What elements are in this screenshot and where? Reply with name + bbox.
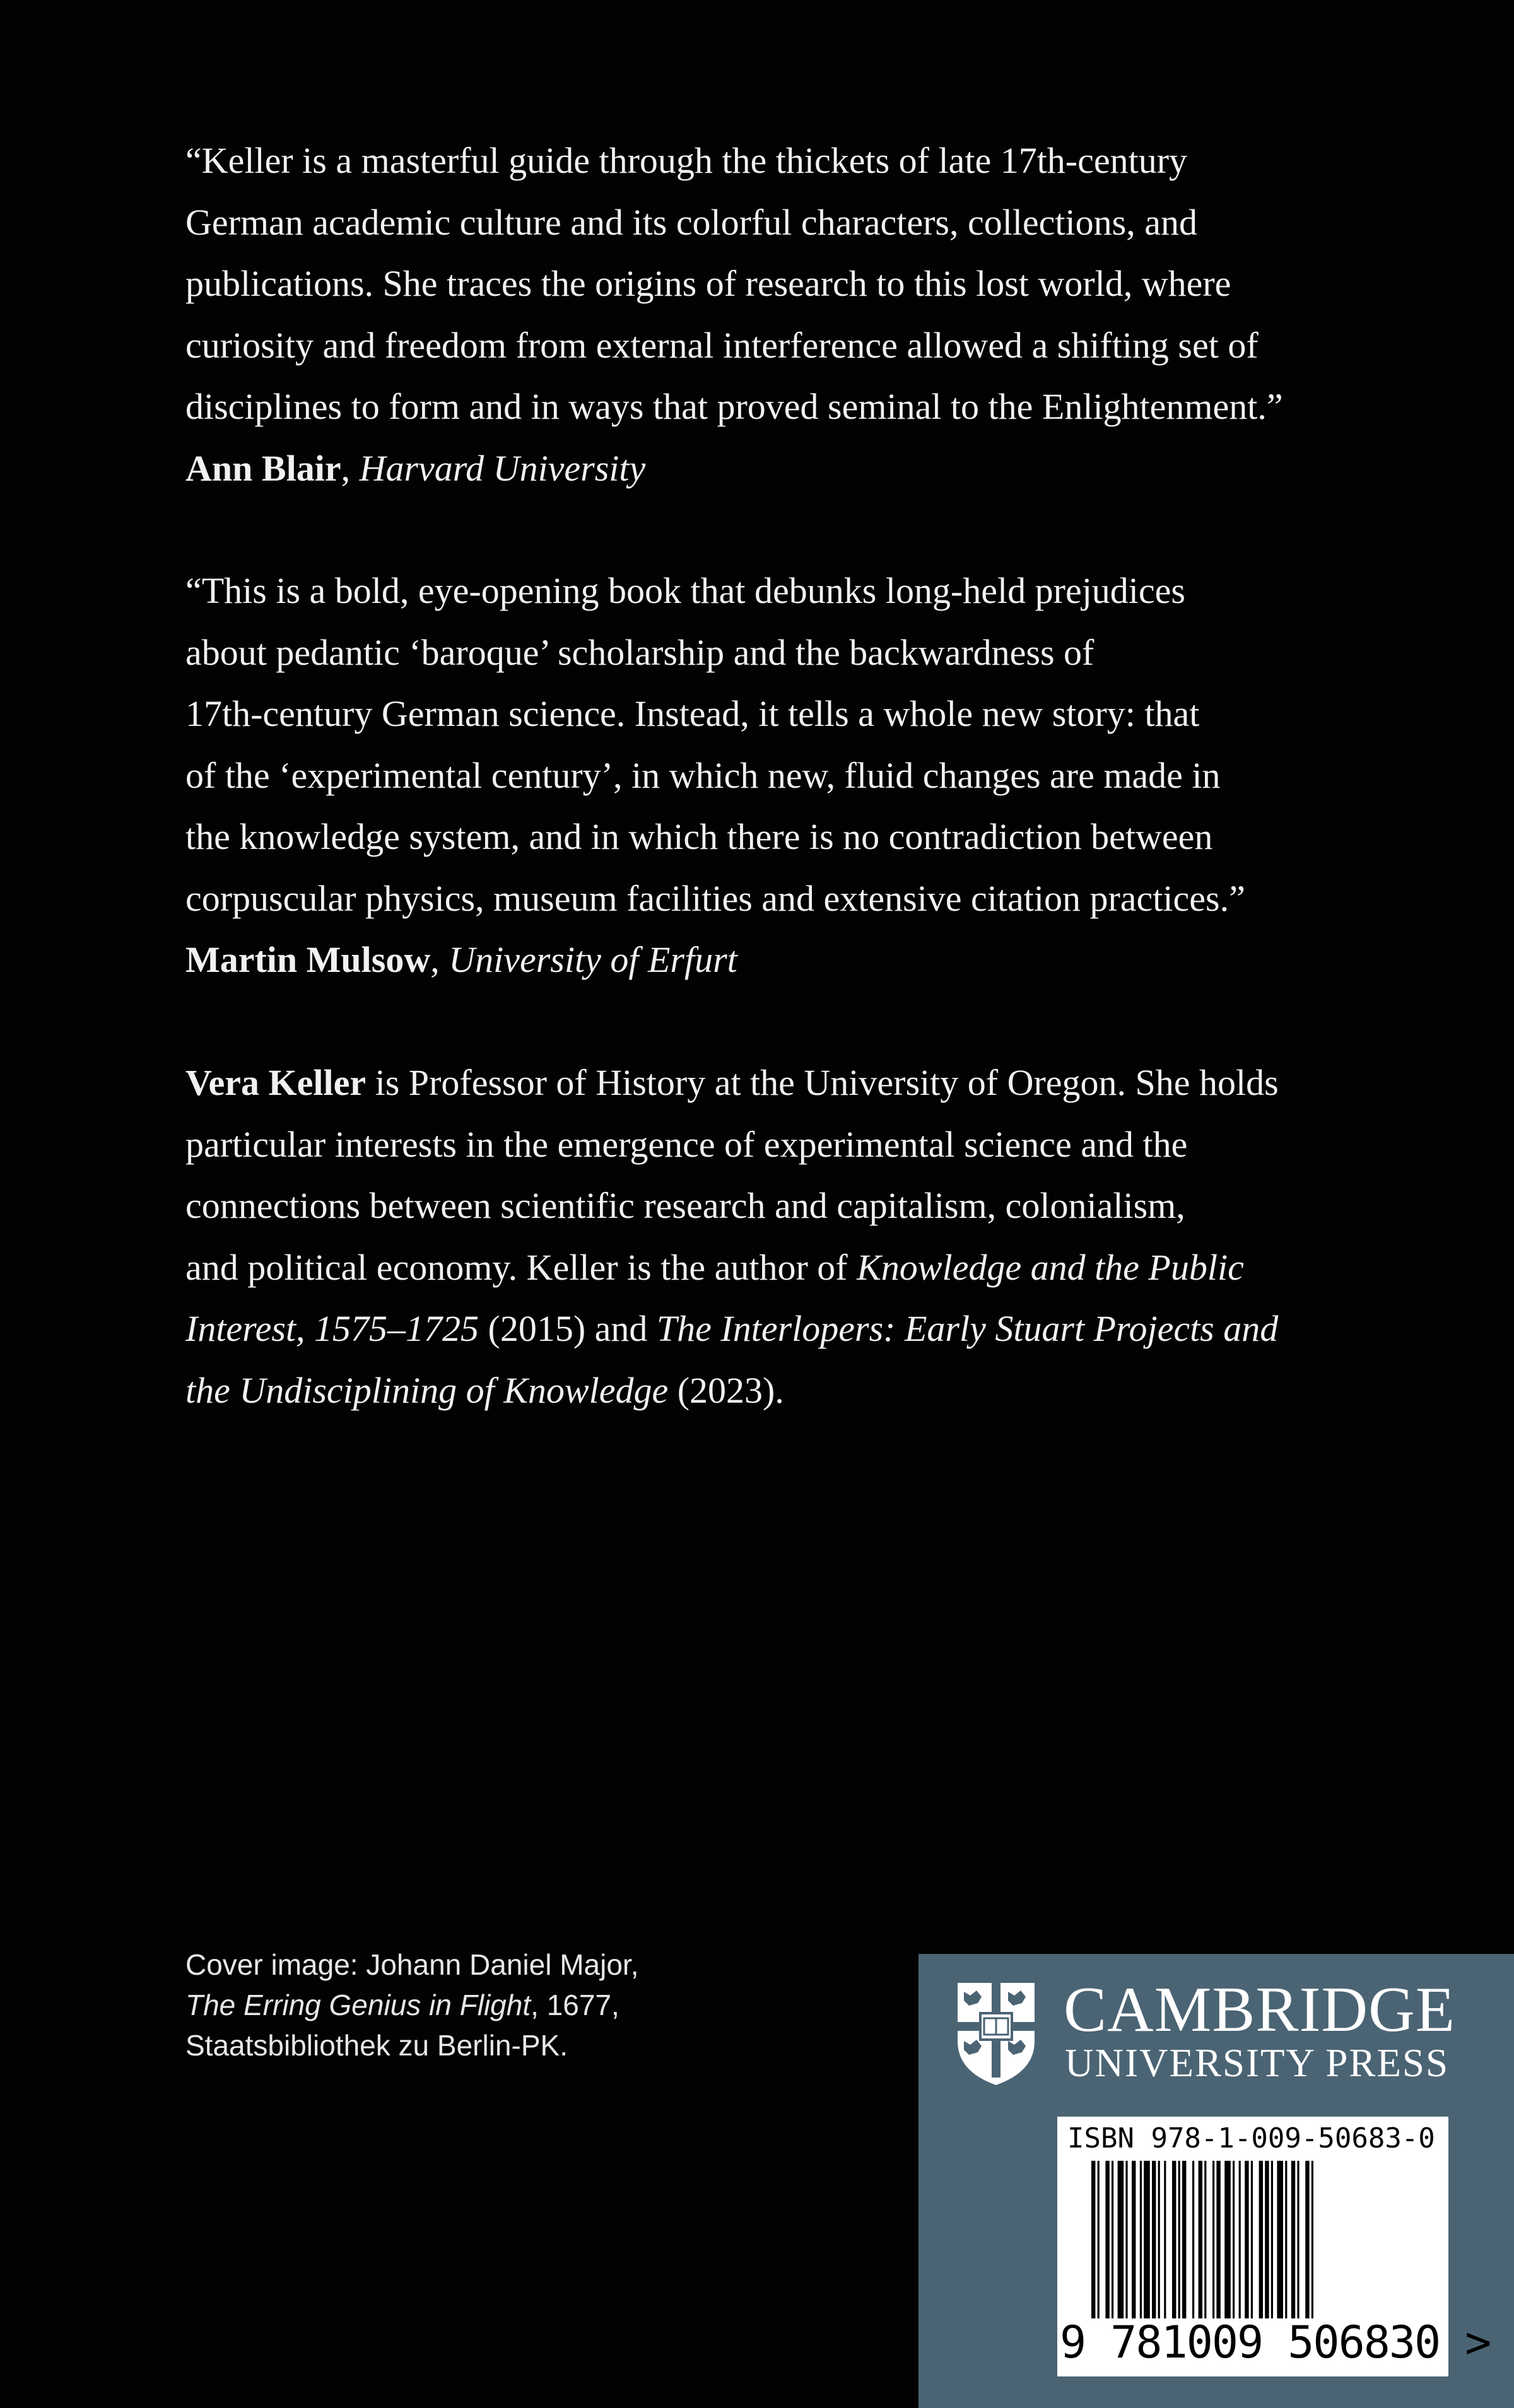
quote-2-line: about pedantic ‘baroque’ scholarship and the backwardness of <box>185 631 1094 673</box>
credit-line-2 <box>185 1985 753 2025</box>
barcode-bar <box>1140 2161 1142 2318</box>
author-name: Vera Keller <box>185 1062 367 1103</box>
bio-line-2: particular interests in the emergence of experimental science and the <box>185 1123 1188 1165</box>
quote-2-line: 17th-century German science. Instead, it tells a whole new story: that <box>185 693 1200 734</box>
quote-1-line: German academic culture and its colorful characters, collections, and <box>185 201 1197 243</box>
quote-1-line: disciplines to form and in ways that proved seminal to the Enlightenment.” <box>185 386 1283 427</box>
barcode-bar <box>1098 2161 1100 2318</box>
quote-2-line: “This is a bold, eye-opening book that debunks long-held prejudices <box>185 570 1185 611</box>
publisher-panel <box>918 1954 1514 2408</box>
barcode-bars-icon <box>1066 2161 1442 2318</box>
bio-line <box>185 1237 1384 1299</box>
book-title-1: Knowledge and the Public <box>857 1246 1244 1288</box>
barcode-bar <box>1265 2161 1269 2318</box>
credit-year: , 1677, <box>531 1989 619 2021</box>
publisher-subtitle: UNIVERSITY PRESS <box>1065 2041 1449 2085</box>
book-title-1-cont: Interest, 1575–1725 <box>185 1308 479 1349</box>
barcode-bar <box>1192 2161 1194 2318</box>
quote-ann-blair <box>185 130 1384 499</box>
barcode-bar <box>1152 2161 1156 2318</box>
quote-2-line: the knowledge system, and in which there is no contradiction between <box>185 816 1213 857</box>
barcode-bar <box>1312 2161 1313 2318</box>
barcode-bar <box>1277 2161 1283 2318</box>
quote-2-affiliation: University of Erfurt <box>449 939 737 980</box>
quote-2-line: of the ‘experimental century’, in which new, fluid changes are made in <box>185 754 1221 796</box>
barcode-bar <box>1164 2161 1166 2318</box>
barcode-bar <box>1112 2161 1113 2318</box>
cambridge-crest-icon <box>955 1980 1037 2086</box>
bio-line <box>185 1360 1384 1422</box>
bio-end: (2023). <box>668 1369 784 1411</box>
quote-1-affiliation: Harvard University <box>359 447 646 489</box>
barcode-bar <box>1125 2161 1127 2318</box>
barcode-bar <box>1271 2161 1273 2318</box>
author-bio-text <box>185 1052 1384 1421</box>
quote-2-attribution: Martin Mulsow, University of Erfurt <box>185 939 737 980</box>
bio-line-1: is Professor of History at the University of Oregon. She holds <box>366 1062 1279 1103</box>
quote-1-attribution: Ann Blair, Harvard University <box>185 447 646 489</box>
quote-1-author: Ann Blair <box>185 447 341 489</box>
barcode-bar <box>1251 2161 1253 2318</box>
isbn-label: ISBN 978-1-009-50683-0 <box>1067 2122 1435 2154</box>
barcode-bar <box>1118 2161 1124 2318</box>
bio-line <box>185 1052 1384 1114</box>
quote-2-line: corpuscular physics, museum facilities and extensive citation practices.” <box>185 877 1245 919</box>
barcode-digits: 9 781009 506830 > <box>1060 2317 1491 2368</box>
quote-1-line: “Keller is a masterful guide through the thickets of late 17th-century <box>185 140 1188 181</box>
barcode-bar <box>1105 2161 1109 2318</box>
barcode-bar <box>1172 2161 1176 2318</box>
bio-line-3: connections between scientific research and capitalism, colonialism, <box>185 1185 1185 1226</box>
barcode-bar <box>1259 2161 1263 2318</box>
bio-mid: (2015) and <box>479 1308 657 1349</box>
book-title-2-cont: the Undisciplining of Knowledge <box>185 1369 669 1411</box>
barcode-bar <box>1178 2161 1180 2318</box>
barcode-bar <box>1091 2161 1095 2318</box>
barcode-bar <box>1204 2161 1206 2318</box>
barcode-bar <box>1182 2161 1186 2318</box>
bio-line-4: and political economy. Keller is the author of <box>185 1246 857 1288</box>
barcode-bar <box>1285 2161 1287 2318</box>
barcode-bar <box>1291 2161 1295 2318</box>
author-bio <box>185 1052 1384 1421</box>
barcode-bar <box>1212 2161 1214 2318</box>
barcode-bar <box>1199 2161 1202 2318</box>
barcode-bar <box>1245 2161 1248 2318</box>
quote-1-line: curiosity and freedom from external interference allowed a shifting set of <box>185 324 1259 366</box>
quote-2-text <box>185 560 1384 929</box>
bio-line <box>185 1298 1384 1360</box>
isbn-barcode <box>1057 2117 1491 2376</box>
credit-line-1: Cover image: Johann Daniel Major, <box>185 1948 639 1981</box>
quote-2-author: Martin Mulsow <box>185 939 431 980</box>
barcode-bar <box>1216 2161 1220 2318</box>
barcode-bar <box>1158 2161 1160 2318</box>
barcode-bar <box>1305 2161 1309 2318</box>
credit-artwork-title: The Erring Genius in Flight <box>185 1989 531 2021</box>
publisher-name: CAMBRIDGE <box>1064 1974 1456 2045</box>
credit-line-3: Staatsbibliothek zu Berlin-PK. <box>185 2029 568 2062</box>
book-title-2: The Interlopers: Early Stuart Projects and <box>656 1308 1279 1349</box>
barcode-bar <box>1233 2161 1235 2318</box>
cover-image-credit <box>185 1944 753 2066</box>
barcode-bar <box>1144 2161 1150 2318</box>
barcode-bar <box>1239 2161 1241 2318</box>
quote-1-line: publications. She traces the origins of research to this lost world, where <box>185 263 1231 304</box>
barcode-bar <box>1132 2161 1136 2318</box>
barcode-bar <box>1224 2161 1231 2318</box>
quote-1-text <box>185 130 1384 438</box>
quote-martin-mulsow <box>185 560 1384 991</box>
barcode-bar <box>1297 2161 1299 2318</box>
